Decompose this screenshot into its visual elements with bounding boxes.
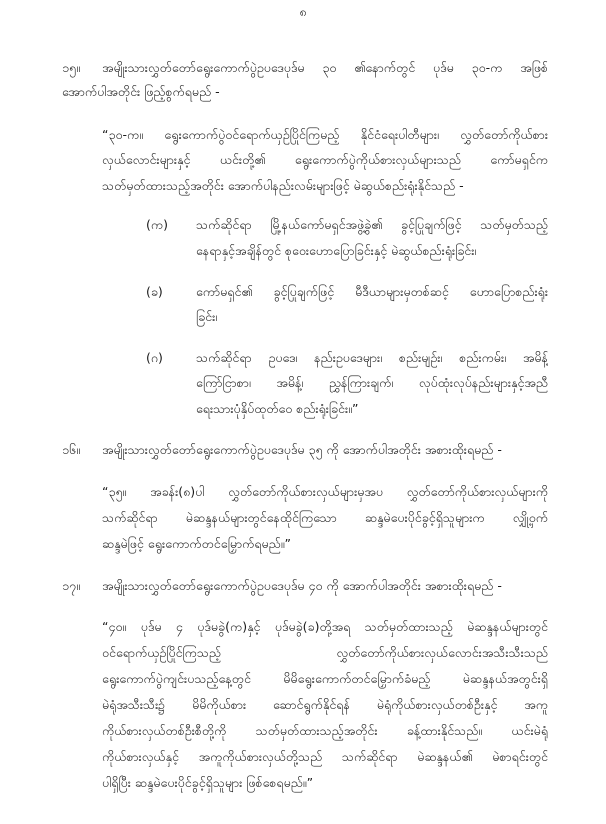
quote-line: ပါရှိပြီး ဆန္ဒမဲပေးပိုင်ခွင့်ရှိသူများ ဖြစ်စေရမည်။” <box>102 775 314 790</box>
section-number: ၁၅။ <box>62 60 80 75</box>
page-number: ၈ <box>299 4 307 19</box>
section-text-line: အမျိုးသားလွှတ်တော်ရွေးကောက်ပွဲဥပဒေပုဒ်မ ၃၅ ကို အောက်ပါအတိုင်း အစားထိုးရမည် - <box>102 442 502 457</box>
section-number: ၁၇။ <box>62 578 80 593</box>
section-text-line: အမျိုးသားလွှတ်တော်ရွေးကောက်ပွဲဥပဒေပုဒ်မ ၄၀ ကို အောက်ပါအတိုင်း အစားထိုးရမည် - <box>102 578 502 593</box>
quote-line: “၄၀။ ပုဒ်မ ၄ ပုဒ်မခွဲ(က)နှင့် ပုဒ်မခွဲ(ခ)တို့အရ သတ်မှတ်ထားသည့် မဲဆန္ဒနယ်များတွင် <box>102 619 548 634</box>
clause-line: နေရာနှင့်အချိန်တွင် စုဝေးဟောပြောခြင်းနှင့် မဲဆွယ်စည်းရုံးခြင်း၊ <box>196 243 477 258</box>
section-text-line: အမျိုးသားလွှတ်တော်ရွေးကောက်ပွဲဥပဒေပုဒ်မ ၃၀ ၏နောက်တွင် ပုဒ်မ ၃၀-က အဖြစ် <box>102 60 548 75</box>
clause-line: သက်ဆိုင်ရာ မြို့နယ်ကော်မရှင်အဖွဲ့ခွဲ၏ ခွင့်ပြုချက်ဖြင့် သတ်မှတ်သည့် <box>196 217 548 232</box>
quote-line: လှယ်လောင်းများနှင့် ယင်းတို့၏ ရွေးကောက်ပွဲကိုယ်စားလှယ်များသည် ကော်မရှင်က <box>102 152 548 167</box>
clause-ga-label: (ဂ) <box>146 350 163 365</box>
quote-line: မဲရုံအသီးသီး၌ မိမိကိုယ်စား ဆောင်ရွက်နိုင်ရန် မဲရုံကိုယ်စားလှယ်တစ်ဦးနှင့် အကူ <box>102 697 548 712</box>
clause-ka-label: (က) <box>146 217 168 232</box>
quote-line: “၃၅။ အခန်း(၈)ပါ လွှတ်တော်ကိုယ်စားလှယ်များမှအပ လွှတ်တော်ကိုယ်စားလှယ်များကို <box>102 484 548 499</box>
section-text-line: အောက်ပါအတိုင်း ဖြည့်စွက်ရမည် - <box>62 84 220 99</box>
clause-kha-label: (ခ) <box>146 284 163 299</box>
section-number: ၁၆။ <box>62 442 80 457</box>
quote-line: ဝင်ရောက်ယှဉ်ပြိုင်ကြသည့် လွှတ်တော်ကိုယ်စားလှယ်လောင်းအသီးသီးသည် <box>102 645 548 660</box>
clause-line: ရေးသားပုံနှိပ်ထုတ်ဝေ စည်းရုံးခြင်း။” <box>196 401 359 416</box>
quote-line: ကိုယ်စားလှယ်နှင့် အကူကိုယ်စားလှယ်တို့သည် သက်ဆိုင်ရာ မဲဆန္ဒနယ်၏ မဲစာရင်းတွင် <box>102 749 548 764</box>
quote-line: သတ်မှတ်ထားသည့်အတိုင်း အောက်ပါနည်းလမ်းများဖြင့် မဲဆွယ်စည်းရုံးနိုင်သည် - <box>102 178 464 193</box>
clause-line: ကော်မရှင်၏ ခွင့်ပြုချက်ဖြင့် မီဒီယာများမှတစ်ဆင့် ဟောပြောစည်းရုံး <box>196 284 548 299</box>
quote-line: သက်ဆိုင်ရာ မဲဆန္ဒနယ်များတွင်နေထိုင်ကြသော ဆန္ဒမဲပေးပိုင်ခွင့်ရှိသူများက လျှို့ဝှက် <box>102 510 548 525</box>
quote-line: ကိုယ်စားလှယ်တစ်ဦးစီတို့ကို သတ်မှတ်ထားသည့်အတိုင်း ခန့်ထားနိုင်သည်။ ယင်းမဲရုံ <box>102 723 548 738</box>
clause-line: သက်ဆိုင်ရာ ဥပဒေ၊ နည်းဥပဒေများ၊ စည်းမျဉ်း၊ စည်းကမ်း၊ အမိန့် <box>196 350 548 365</box>
clause-line: ကြော်ငြာစာ၊ အမိန့်၊ ညွှန်ကြားချက်၊ လုပ်ထုံးလုပ်နည်းများနှင့်အညီ <box>196 375 548 390</box>
quote-line: ဆန္ဒမဲဖြင့် ရွေးကောက်တင်မြှောက်ရမည်။” <box>102 536 292 551</box>
quote-line: “၃၀-က။ ရွေးကောက်ပွဲဝင်ရောက်ယှဉ်ပြိုင်ကြမည့် နိုင်ငံရေးပါတီများ၊ လွှတ်တော်ကိုယ်စား <box>102 127 548 142</box>
clause-line: ခြင်း၊ <box>196 309 218 324</box>
quote-line: ရွေးကောက်ပွဲကျင်းပသည့်နေ့တွင် မိမိရွေးကောက်တင်မြှောက်ခံမည့် မဲဆန္ဒနယ်အတွင်းရှိ <box>102 671 548 686</box>
